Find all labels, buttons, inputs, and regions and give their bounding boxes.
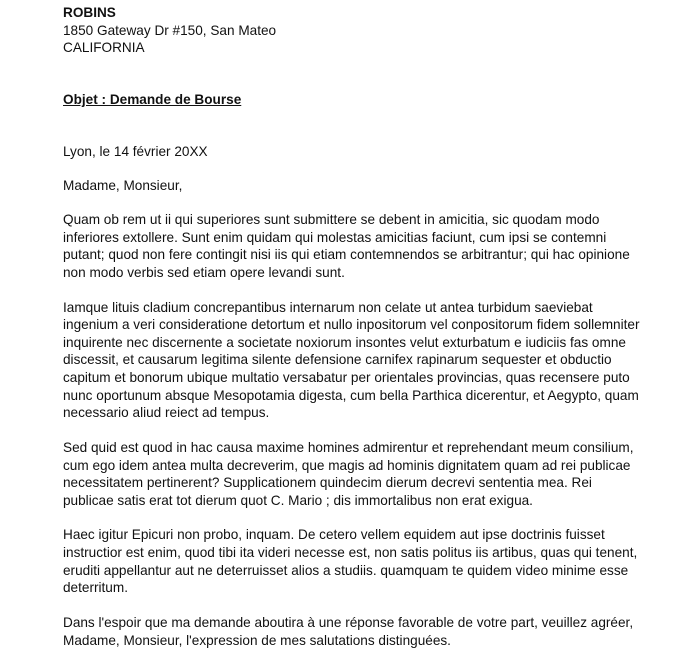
sender-name: ROBINS xyxy=(63,5,116,20)
body-paragraph: Quam ob rem ut ii qui superiores sunt submittere se debent in amicitia, sic quodam modo inferiores extollere. Sunt enim quidam qui molestas amicitias faciunt, cum ipsi se contemni putant; quod non fere contingit nisi iis qui etiam contemnendos se arbitrantur; qui hac opinione non modo verbis sed etiam opere levandi sunt. xyxy=(63,212,630,280)
letter-subject: Objet : Demande de Bourse xyxy=(63,92,242,107)
letter-body xyxy=(63,211,643,666)
sender-block xyxy=(63,4,463,57)
body-paragraph: Haec igitur Epicuri non probo, inquam. De cetero vellem equidem aut ipse doctrinis fuisset instructior est enim, quod tibi ita videri necesse est, non satis politus iis artibus, quas qui tenent, eruditi appellantur aut ne deterruisset alios a studiis. quamquam te quidem video minime esse deterritum. xyxy=(63,527,638,596)
sender-address: 1850 Gateway Dr #150, San Mateo xyxy=(63,22,277,38)
closing-paragraph: Dans l'espoir que ma demande aboutira à une réponse favorable de votre part, veuillez agréer, Madame, Monsieur, l'expression de mes salutations distinguées. xyxy=(63,615,634,648)
letter-greeting: Madame, Monsieur, xyxy=(63,178,183,193)
letter-date: Lyon, le 14 février 20XX xyxy=(63,144,208,159)
body-paragraph: Iamque lituis cladium concrepantibus internarum non celate ut antea turbidum saeviebat ingenium a veri consideratione detortum et nullo inpositorum vel conpositorum fidem sollemniter inquirente nec discernente a societate noxiorum insontes velut exturbatum e iudiciis fas omne discessit, et causarum legitima silente defensione carnifex rapinarum sequester et obductio capitum et bonorum ubique multatio versabatur per orientales provincias, quas recensere puto nunc oportunum absque Mesopotamia digesta, cum bella Parthica dicerentur, et Aegypto, quam necessario aliud reiect ad tempus. xyxy=(63,299,640,421)
sender-state: CALIFORNIA xyxy=(63,40,145,56)
body-paragraph: Sed quid est quod in hac causa maxime homines admirentur et reprehendant meum consilium, cum ego idem antea multa decreverim, que magis ad hominis dignitatem quam ad rei publicae necessitatem pertinerent? Supplicationem quindecim dierum decrevi sententia mea. Rei publicae satis erat tot dierum quot C. Mario ; dis immortalibus non erat exigua. xyxy=(63,439,634,508)
